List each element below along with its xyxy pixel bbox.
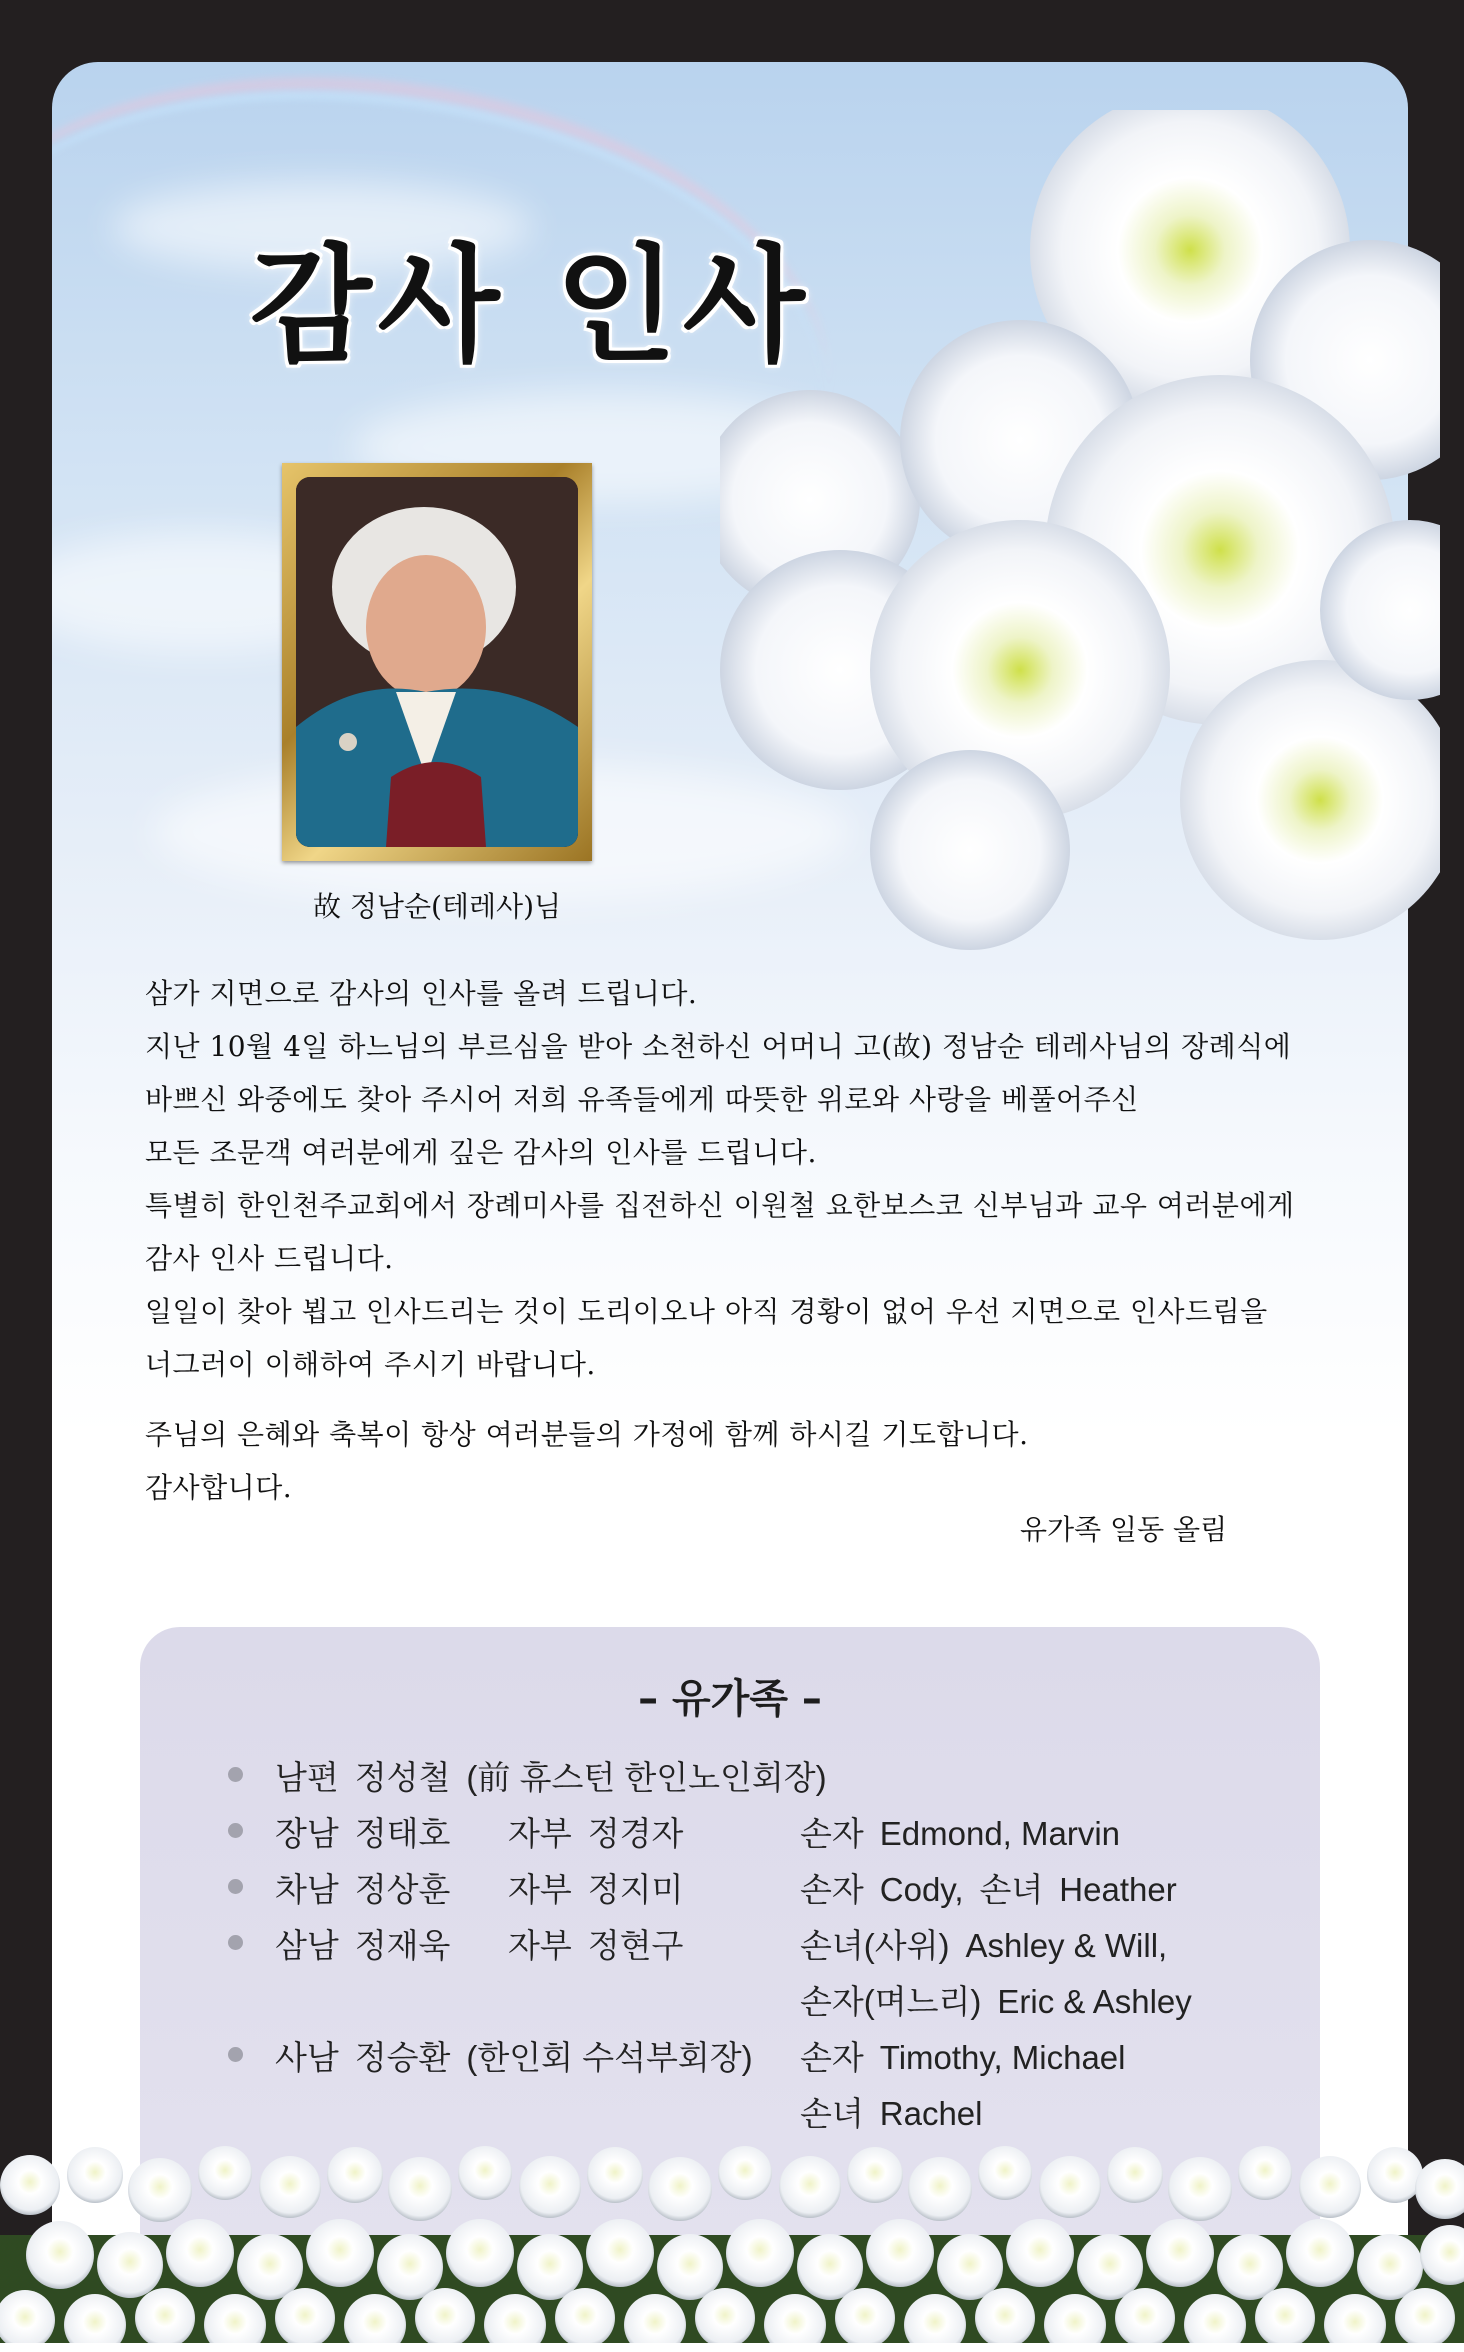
- relation-label: 사남: [275, 2039, 339, 2076]
- relation-label: 손자(며느리): [800, 1983, 982, 2020]
- family-member: [275, 2032, 753, 2079]
- member-name: Eric & Ashley: [997, 1983, 1192, 2020]
- family-member: [275, 1920, 450, 1967]
- member-name: Ashley & Will,: [965, 1927, 1168, 1964]
- member-name: 정현구: [587, 1927, 684, 1964]
- family-row-son4: [140, 2032, 1320, 2077]
- relation-label: 손녀: [979, 1871, 1044, 1908]
- message-line: 너그러이 이해하여 주시기 바랍니다.: [145, 1348, 596, 1381]
- page-title: 감사 인사: [250, 232, 811, 379]
- relation-label: 손자: [800, 1815, 864, 1852]
- message-line: 삼가 지면으로 감사의 인사를 올려 드립니다.: [145, 977, 698, 1010]
- family-grandchildren: [800, 1808, 1120, 1855]
- family-row-husband: [140, 1752, 1320, 1797]
- family-member: [275, 1864, 450, 1911]
- member-name: Edmond, Marvin: [879, 1815, 1121, 1852]
- family-row-son3-cont: [140, 1976, 1320, 2021]
- message-line: 지난 10월 4일 하느님의 부르심을 받아 소천하신 어머니 고(故) 정남순 테레사님의 장례식에: [145, 1030, 1292, 1063]
- portrait-image: [296, 477, 578, 847]
- family-spouse: [508, 1920, 683, 1967]
- family-row-son2: [140, 1864, 1320, 1909]
- member-name: 정경자: [587, 1815, 684, 1852]
- member-name: 정성철: [354, 1759, 451, 1796]
- portrait-caption: 故 정남순(테레사)님: [312, 890, 562, 923]
- relation-label: 손녀: [800, 2095, 864, 2132]
- family-row-son3: [140, 1920, 1320, 1965]
- member-name: 정태호: [354, 1815, 451, 1852]
- family-grandchildren: [800, 2032, 1126, 2079]
- member-note: (前 휴스턴 한인노인회장): [466, 1759, 827, 1796]
- family-row-son1: [140, 1808, 1320, 1853]
- thank-you-message: [145, 967, 1345, 1514]
- message-line: 특별히 한인천주교회에서 장례미사를 집전하신 이원철 요한보스코 신부님과 교우 여러분에게: [145, 1189, 1295, 1222]
- family-spouse: [508, 1864, 683, 1911]
- member-name: Cody,: [879, 1871, 964, 1908]
- relation-label: 남편: [275, 1759, 339, 1796]
- family-grandchildren: [800, 1864, 1177, 1911]
- relation-label: 자부: [508, 1815, 572, 1852]
- relation-label: 손녀(사위): [800, 1927, 950, 1964]
- message-line: 감사 인사 드립니다.: [145, 1242, 394, 1275]
- message-line: 감사합니다.: [145, 1471, 293, 1504]
- message-line: 일일이 찾아 뵙고 인사드리는 것이 도리이오나 아직 경황이 없어 우선 지면으로 인사드림을: [145, 1295, 1268, 1328]
- relation-label: 삼남: [275, 1927, 339, 1964]
- relation-label: 자부: [508, 1927, 572, 1964]
- bullet-icon: [228, 1767, 243, 1782]
- family-grandchildren: [800, 1920, 1167, 1967]
- portrait-photo: [296, 477, 578, 847]
- family-spouse: [508, 1808, 683, 1855]
- bullet-icon: [228, 2047, 243, 2062]
- bullet-icon: [228, 1823, 243, 1838]
- relation-label: 자부: [508, 1871, 572, 1908]
- message-line: 모든 조문객 여러분에게 깊은 감사의 인사를 드립니다.: [145, 1136, 817, 1169]
- memorial-portrait: [282, 463, 592, 861]
- member-name: 정승환: [354, 2039, 451, 2076]
- member-note: (한인회 수석부회장): [466, 2039, 753, 2076]
- relation-label: 손자: [800, 2039, 864, 2076]
- signature: 유가족 일동 올림: [1020, 1513, 1228, 1546]
- member-name: Timothy, Michael: [879, 2039, 1126, 2076]
- family-title: – 유가족 –: [638, 1676, 822, 1722]
- relation-label: 차남: [275, 1871, 339, 1908]
- message-line: 바쁘신 와중에도 찾아 주시어 저희 유족들에게 따뜻한 위로와 사랑을 베풀어주신: [145, 1083, 1139, 1116]
- relation-label: 손자: [800, 1871, 864, 1908]
- family-member: [275, 1752, 827, 1799]
- member-name: 정지미: [587, 1871, 684, 1908]
- message-line: 주님의 은혜와 축복이 항상 여러분들의 가정에 함께 하시길 기도합니다.: [145, 1418, 1029, 1451]
- member-name: Heather: [1059, 1871, 1177, 1908]
- family-grandchildren: [800, 1976, 1192, 2023]
- bullet-icon: [228, 1935, 243, 1950]
- bottom-flower-border: [0, 2115, 1464, 2343]
- relation-label: 장남: [275, 1815, 339, 1852]
- member-name: 정상훈: [354, 1871, 451, 1908]
- member-name: 정재욱: [354, 1927, 451, 1964]
- member-name: Rachel: [879, 2095, 983, 2132]
- family-member: [275, 1808, 450, 1855]
- bullet-icon: [228, 1879, 243, 1894]
